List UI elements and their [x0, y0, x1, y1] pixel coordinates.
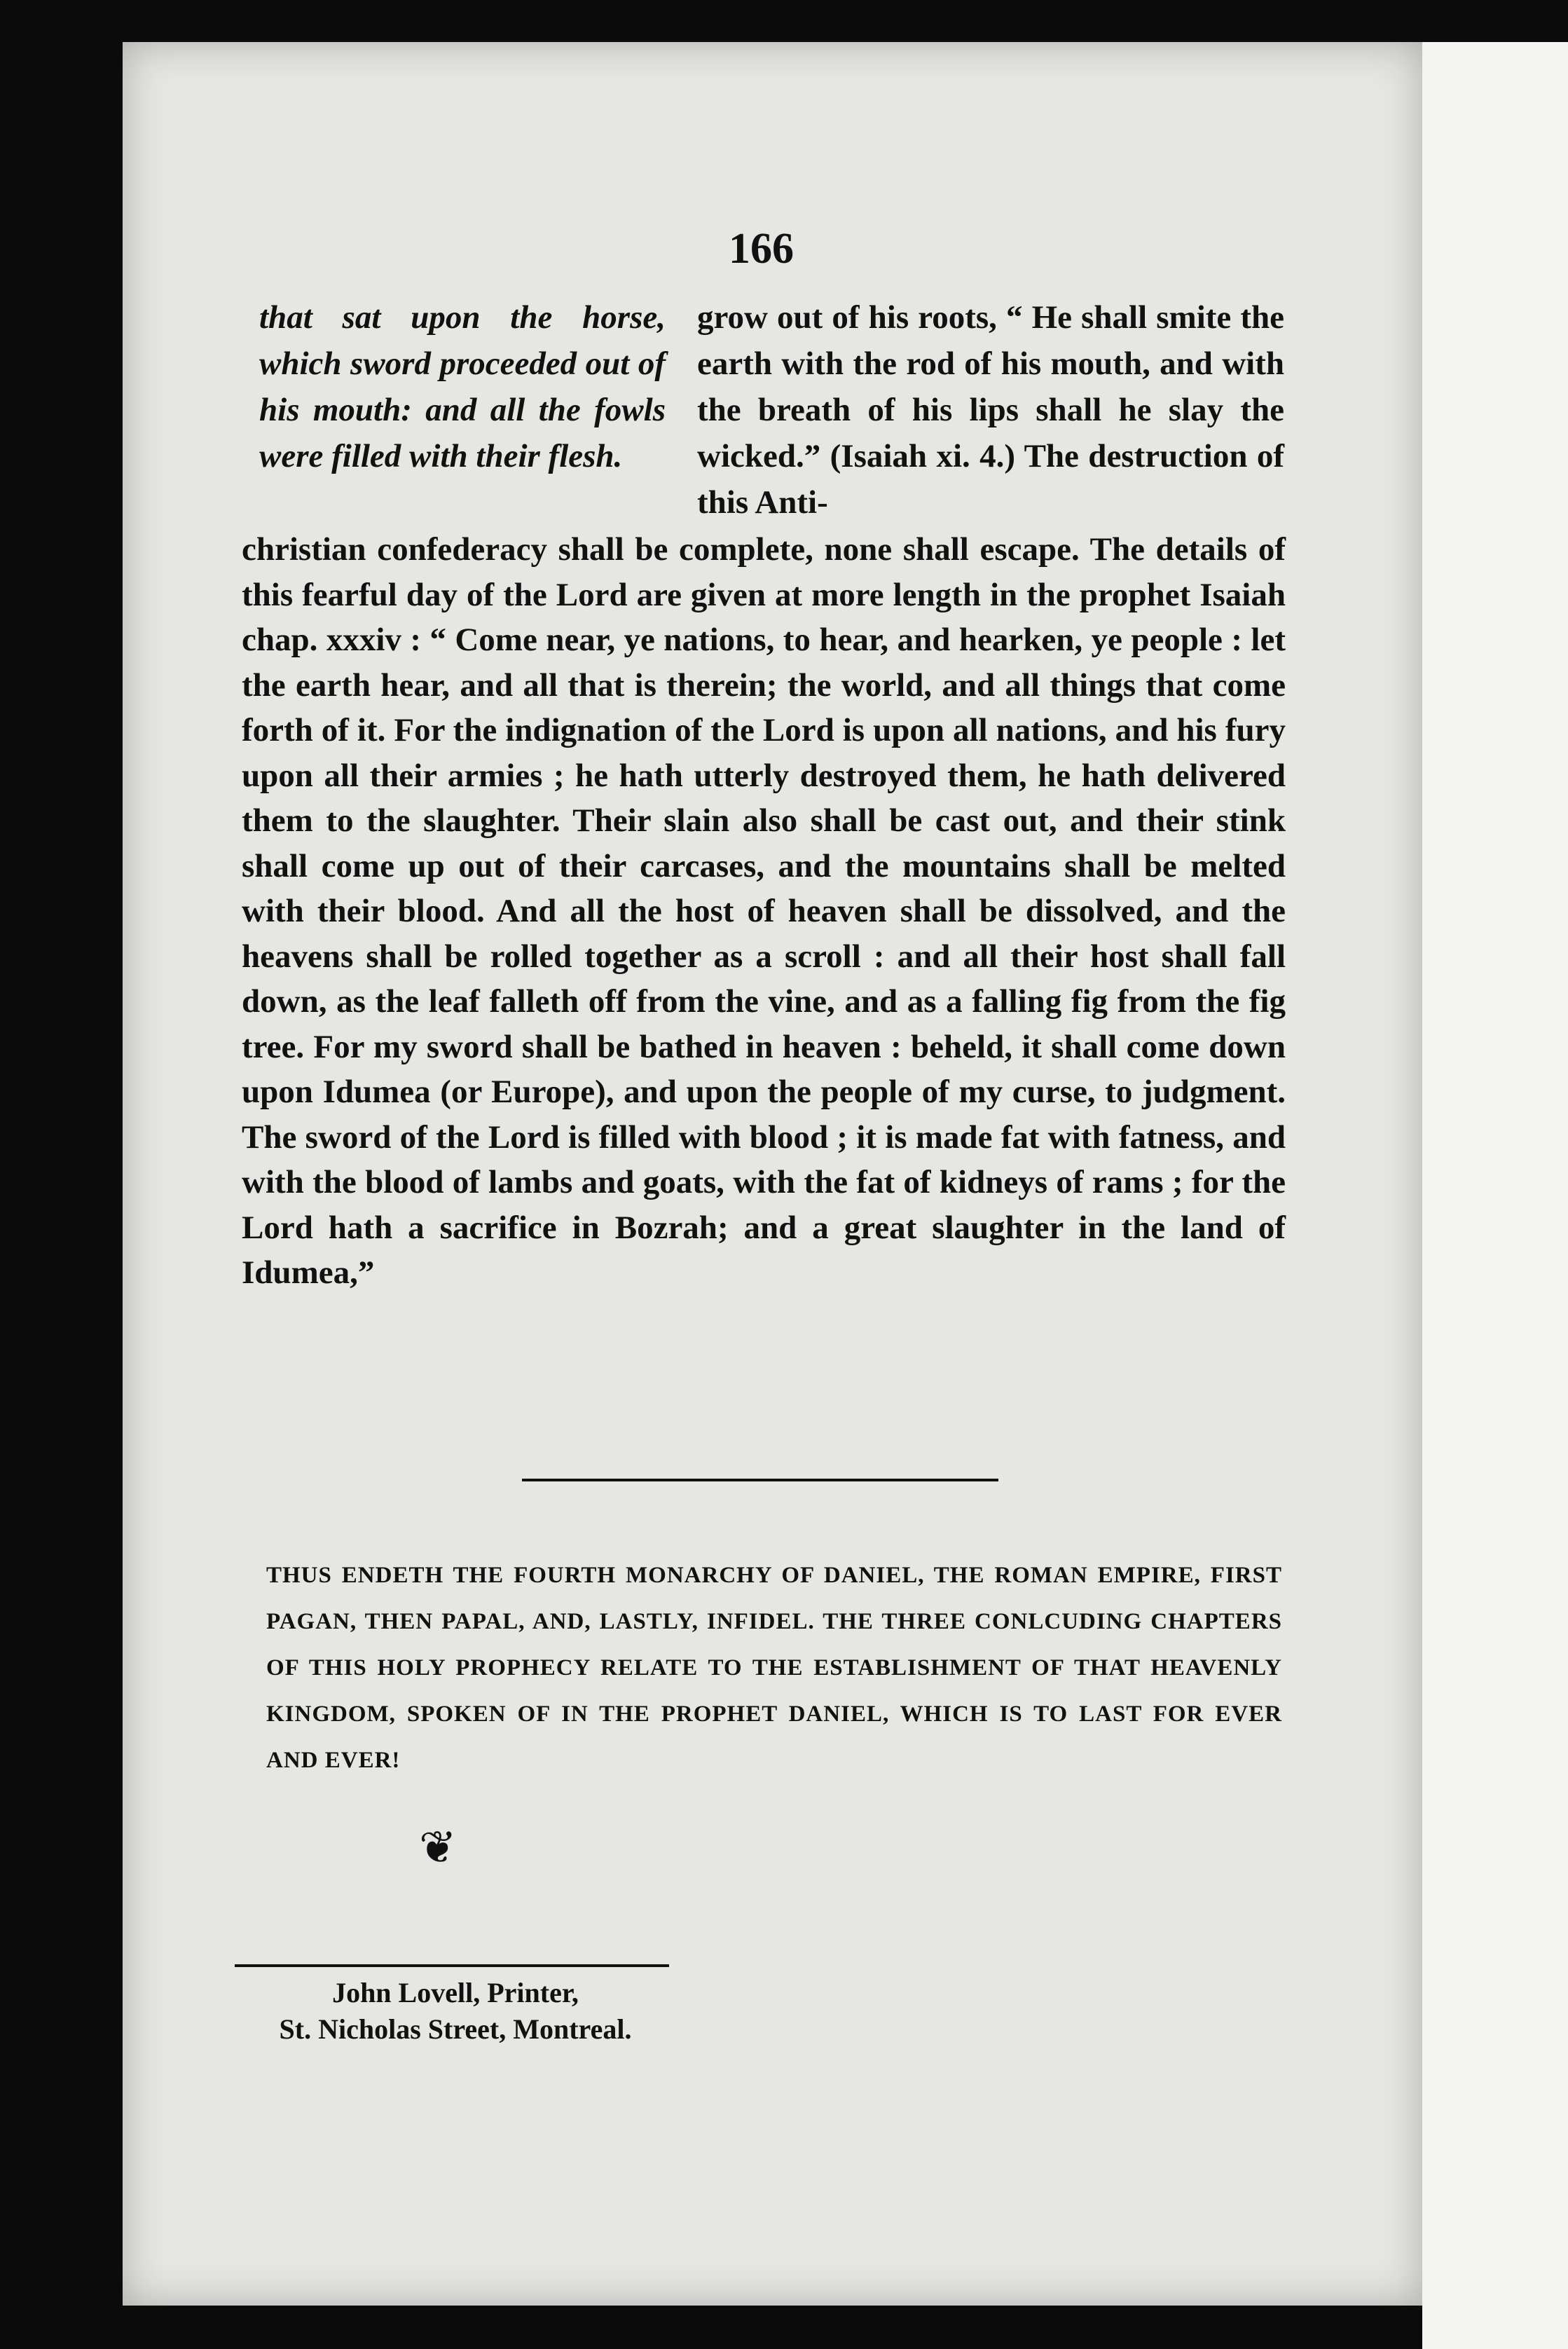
left-column-text: that sat upon the horse, which sword proceeded out of his mouth: and all the fowls were filled with their flesh.	[259, 299, 666, 474]
ornament-icon: ❦	[419, 1823, 457, 1872]
imprint-printer-name: John Lovell, Printer,	[332, 1977, 579, 2008]
main-paragraph: christian confederacy shall be complete, none shall escape. The details of this fearful day of the Lord are given at more length in the prophet Isaiah chap. xxxiv : “ Come near, ye nations, to hear, and hearken, ye people : let the earth hear, and all that is therein; the world, and all things that come forth of it. For the indignation of the Lord is upon all nations, and his fury upon all their armies ; he hath utterly destroyed them, he hath delivered them to the slaughter. Their slain also shall be cast out, and their stink shall come up out of their carcases, and the mountains shall be melted with their blood. And all the host of heaven shall be dissolved, and the heavens shall be rolled together as a scroll : and all their host shall fall down, as the leaf falleth off from the vine, and as a falling fig from the fig tree. For my sword shall be bathed in heaven : beheld, it shall come down upon Idumea (or Europe), and upon the people of my curse, to judgment. The sword of the Lord is filled with blood ; it is made fat with fatness, and with the blood of lambs and goats, with the fat of kidneys of rams ; for the Lord hath a sacrifice in Bozrah; and a great slaughter in the land of Idumea,”	[242, 531, 1286, 1291]
imprint-divider	[235, 1964, 669, 1967]
section-divider	[522, 1479, 998, 1481]
printer-imprint	[210, 1975, 701, 2048]
imprint-address: St. Nicholas Street, Montreal.	[279, 2013, 632, 2045]
right-column-text: grow out of his roots, “ He shall smite the earth with the rod of his mouth, and with the breath of his lips shall he slay the wicked.” (Isaiah xi. 4.) The destruction of this Anti-	[697, 299, 1284, 521]
adjacent-page-edge	[1422, 42, 1568, 2349]
closing-statement: THUS ENDETH THE FOURTH MONARCHY OF DANIEL, THE ROMAN EMPIRE, FIRST PAGAN, THEN PAPAL, AND, LASTLY, INFIDEL. THE THREE CONLCUDING CHAPTERS OF THIS HOLY PROPHECY RELATE TO THE ESTABLISHMENT OF THAT HEAVENLY KINGDOM, SPOKEN OF IN THE PROPHET DANIEL, WHICH IS TO LAST FOR EVER AND EVER!	[266, 1563, 1282, 1773]
page-number: 166	[729, 225, 794, 273]
